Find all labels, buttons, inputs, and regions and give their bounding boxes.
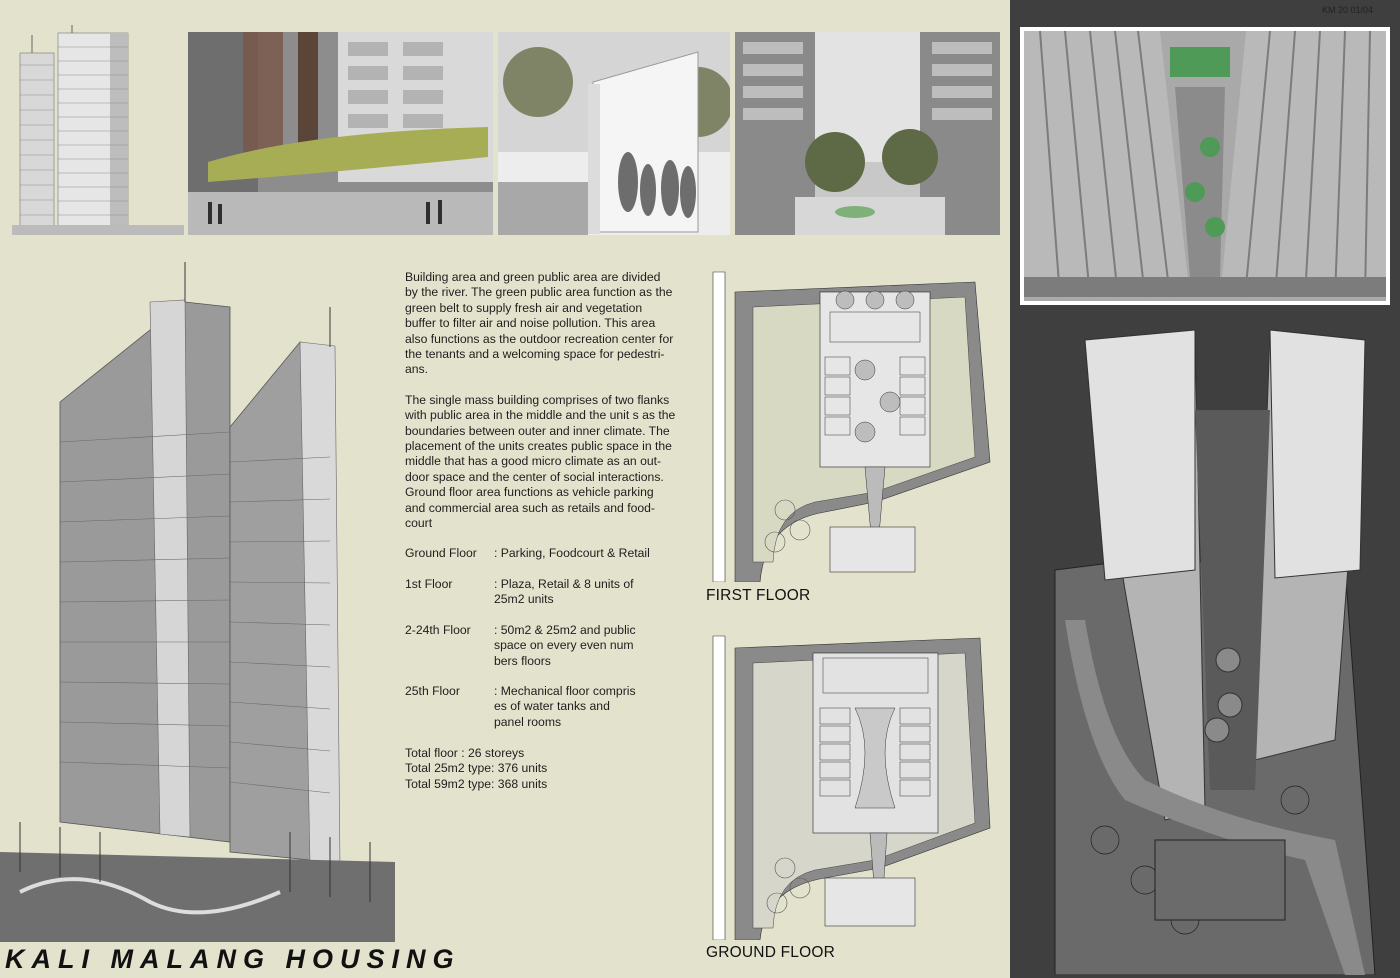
aerial-top-view-render <box>1045 320 1390 975</box>
floor-description: : Parking, Foodcourt & Retail <box>494 546 650 560</box>
tower-elevation-render <box>12 25 184 235</box>
floor-label: 2-24th Floor <box>405 623 471 637</box>
walkway-render <box>498 32 730 235</box>
aerial-perspective-render <box>1020 27 1390 305</box>
first-floor-plan <box>705 262 1000 582</box>
floor-description: : Mechanical floor compris es of water tanks and panel rooms <box>494 684 636 729</box>
project-description <box>405 270 695 547</box>
ground-floor-plan <box>705 628 1000 940</box>
ground-floor-label: GROUND FLOOR <box>706 944 835 961</box>
floor-label: Ground Floor <box>405 546 477 560</box>
tower-perspective-render <box>0 262 395 942</box>
first-floor-label: FIRST FLOOR <box>706 587 811 604</box>
sheet-number: KM 20 01/04 <box>1322 5 1374 15</box>
courtyard-render <box>735 32 1000 235</box>
totals-summary: Total floor : 26 storeys Total 25m2 type: 376 units Total 59m2 type: 368 units <box>405 746 548 791</box>
project-title: KALI MALANG HOUSING <box>5 944 461 974</box>
atrium-render <box>188 32 493 235</box>
description-paragraph-1: Building area and green public area are divided by the river. The green public area function as the green belt to supply fresh air and vegetation buffer to filter air and noise pollution. This area also functions as the outdoor recreation center for the tenants and a welcoming space for pedestri- ans. <box>405 270 674 377</box>
floor-label: 1st Floor <box>405 577 453 591</box>
description-paragraph-2: The single mass building comprises of two flanks with public area in the middle and the unit s as the boundaries between outer and inner climate. The placement of the units creates public space in the middle that has a good micro climate as an out- door space and the center of social interactions. Ground floor area functions as vehicle parking and commercial area such as retails and food- court <box>405 392 676 531</box>
floor-description: : 50m2 & 25m2 and public space on every even num bers floors <box>494 623 636 668</box>
floor-label: 25th Floor <box>405 684 460 698</box>
floor-description: : Plaza, Retail & 8 units of 25m2 units <box>494 577 634 607</box>
